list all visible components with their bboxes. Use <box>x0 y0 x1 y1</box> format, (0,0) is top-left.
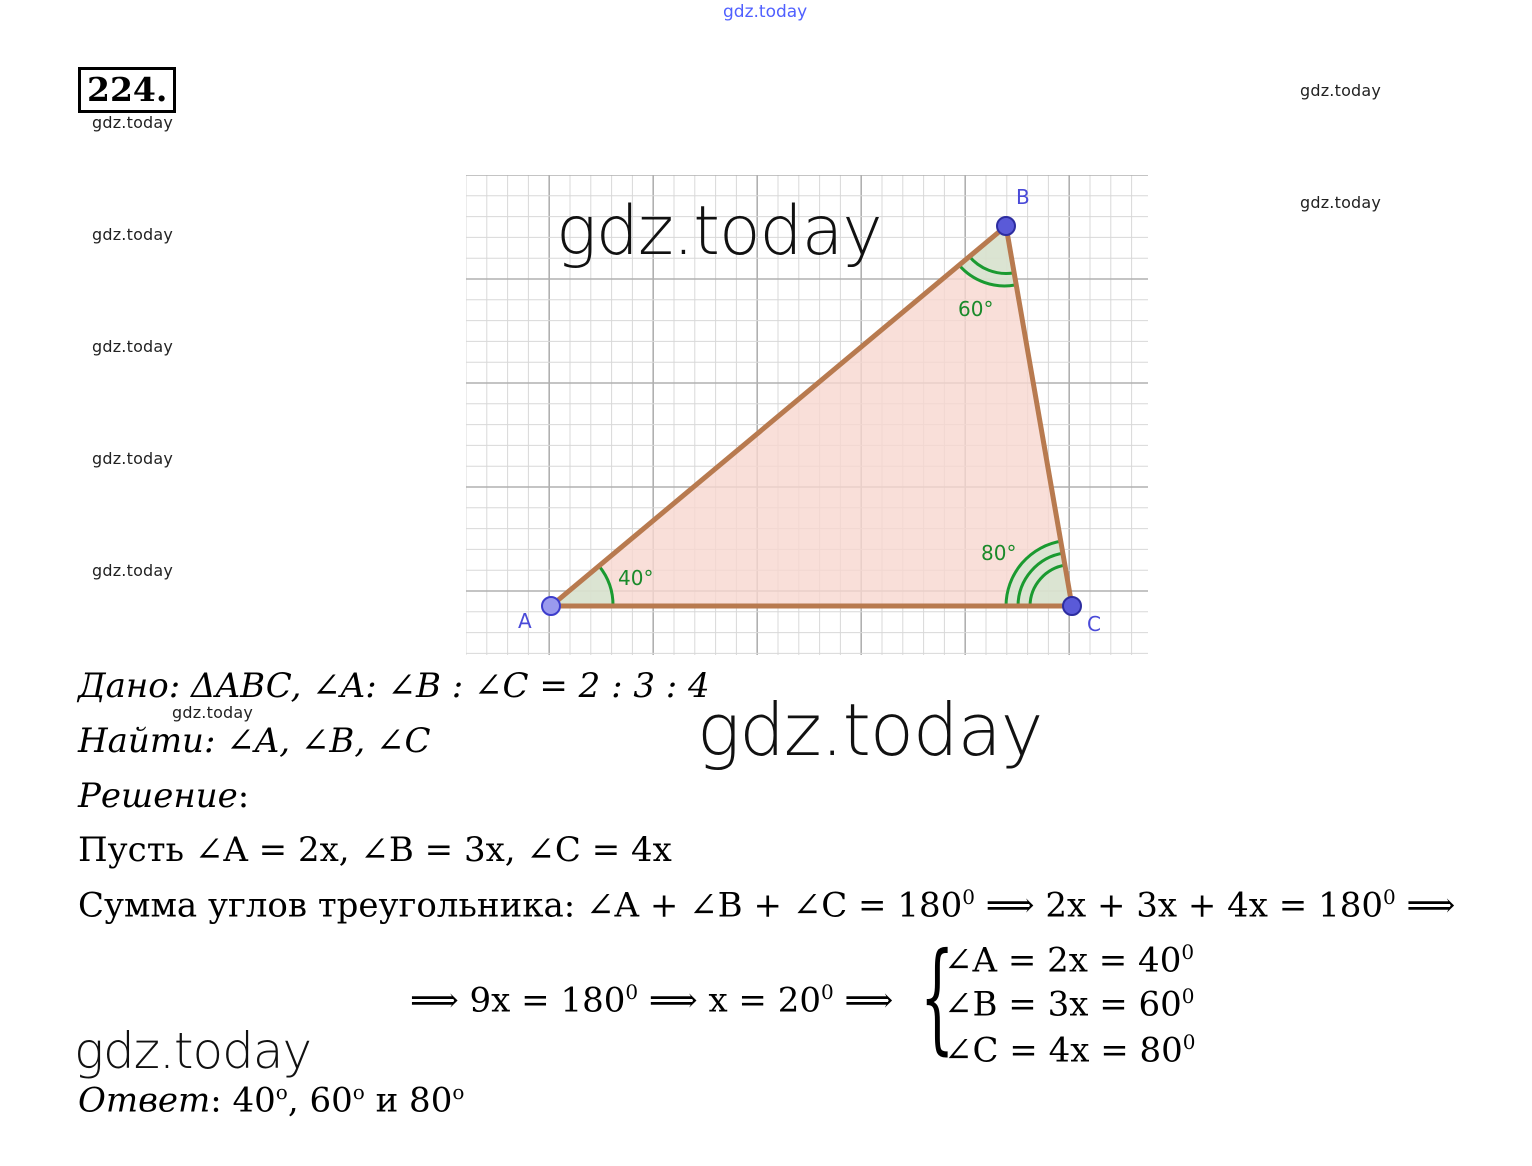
curly-brace: { <box>920 928 955 1067</box>
watermark: gdz.today <box>92 113 174 132</box>
watermark-top: gdz.today <box>723 2 808 22</box>
sum-text2: ⟹ 2x + 3x + 4x = 180 <box>974 885 1383 926</box>
solve-p1: ⟹ 9x = 180 <box>410 980 626 1021</box>
vertex-label-b: B <box>1016 185 1030 209</box>
watermark-large: gdz.today <box>556 192 882 271</box>
watermark-large: gdz.today <box>74 1022 312 1080</box>
watermark: gdz.today <box>1300 81 1382 100</box>
answer-label: Ответ <box>78 1080 211 1121</box>
task-number: 224. <box>78 67 176 113</box>
find-label: Найти <box>78 721 204 761</box>
watermark: gdz.today <box>92 337 174 356</box>
given-label: Дано <box>78 666 169 706</box>
solve-s2: 0 <box>821 980 834 1004</box>
sum-text: Сумма углов треугольника: ∠A + ∠B + ∠C = 180 <box>78 885 963 926</box>
solution-colon: : <box>237 776 250 816</box>
solution-line <box>78 776 249 816</box>
solve-s1: 0 <box>625 980 639 1004</box>
watermark-large: gdz.today <box>697 688 1043 772</box>
sum-line <box>78 885 1455 925</box>
sum-sup2: 0 <box>1382 885 1396 909</box>
watermark: gdz.today <box>1300 193 1382 212</box>
vertex-c <box>1063 597 1081 615</box>
given-line <box>78 666 710 706</box>
vertex-label-c: C <box>1087 612 1101 636</box>
watermark: gdz.today <box>172 703 254 722</box>
vertex-b <box>997 217 1015 235</box>
watermark: gdz.today <box>92 449 174 468</box>
given-text: : ΔABC, ∠A: ∠B : ∠C = 2 : 3 : 4 <box>168 666 710 706</box>
answer-line: Ответ: 40$^o$, 60$^o$ и 80$^o$ <box>78 1080 465 1121</box>
vertex-label-a: A <box>518 609 532 633</box>
angle-label-b: 60° <box>958 297 994 321</box>
solution-label: Решение <box>78 776 238 816</box>
vertex-a <box>542 597 560 615</box>
system-row-c: ∠C = $4x = 80^0$ <box>944 1030 1196 1071</box>
find-text: : ∠A, ∠B, ∠C <box>203 721 431 761</box>
angle-label-a: 40° <box>618 566 654 590</box>
sum-text3: ⟹ <box>1395 885 1456 926</box>
watermark: gdz.today <box>92 225 174 244</box>
angle-label-c: 80° <box>981 541 1017 565</box>
solve-p2: ⟹ x = 20 <box>638 980 821 1021</box>
find-line <box>78 721 430 761</box>
let-line: Пусть ∠A = 2x, ∠B = 3x, ∠C = 4x <box>78 830 672 870</box>
system-row-b: ∠B = $3x = 60^0$ <box>944 984 1195 1025</box>
watermark: gdz.today <box>92 561 174 580</box>
solve-line <box>410 980 893 1020</box>
system-row-a: ∠A = $2x = 40^0$ <box>944 940 1195 981</box>
sum-sup: 0 <box>962 885 975 909</box>
solve-p3: ⟹ <box>833 980 894 1021</box>
